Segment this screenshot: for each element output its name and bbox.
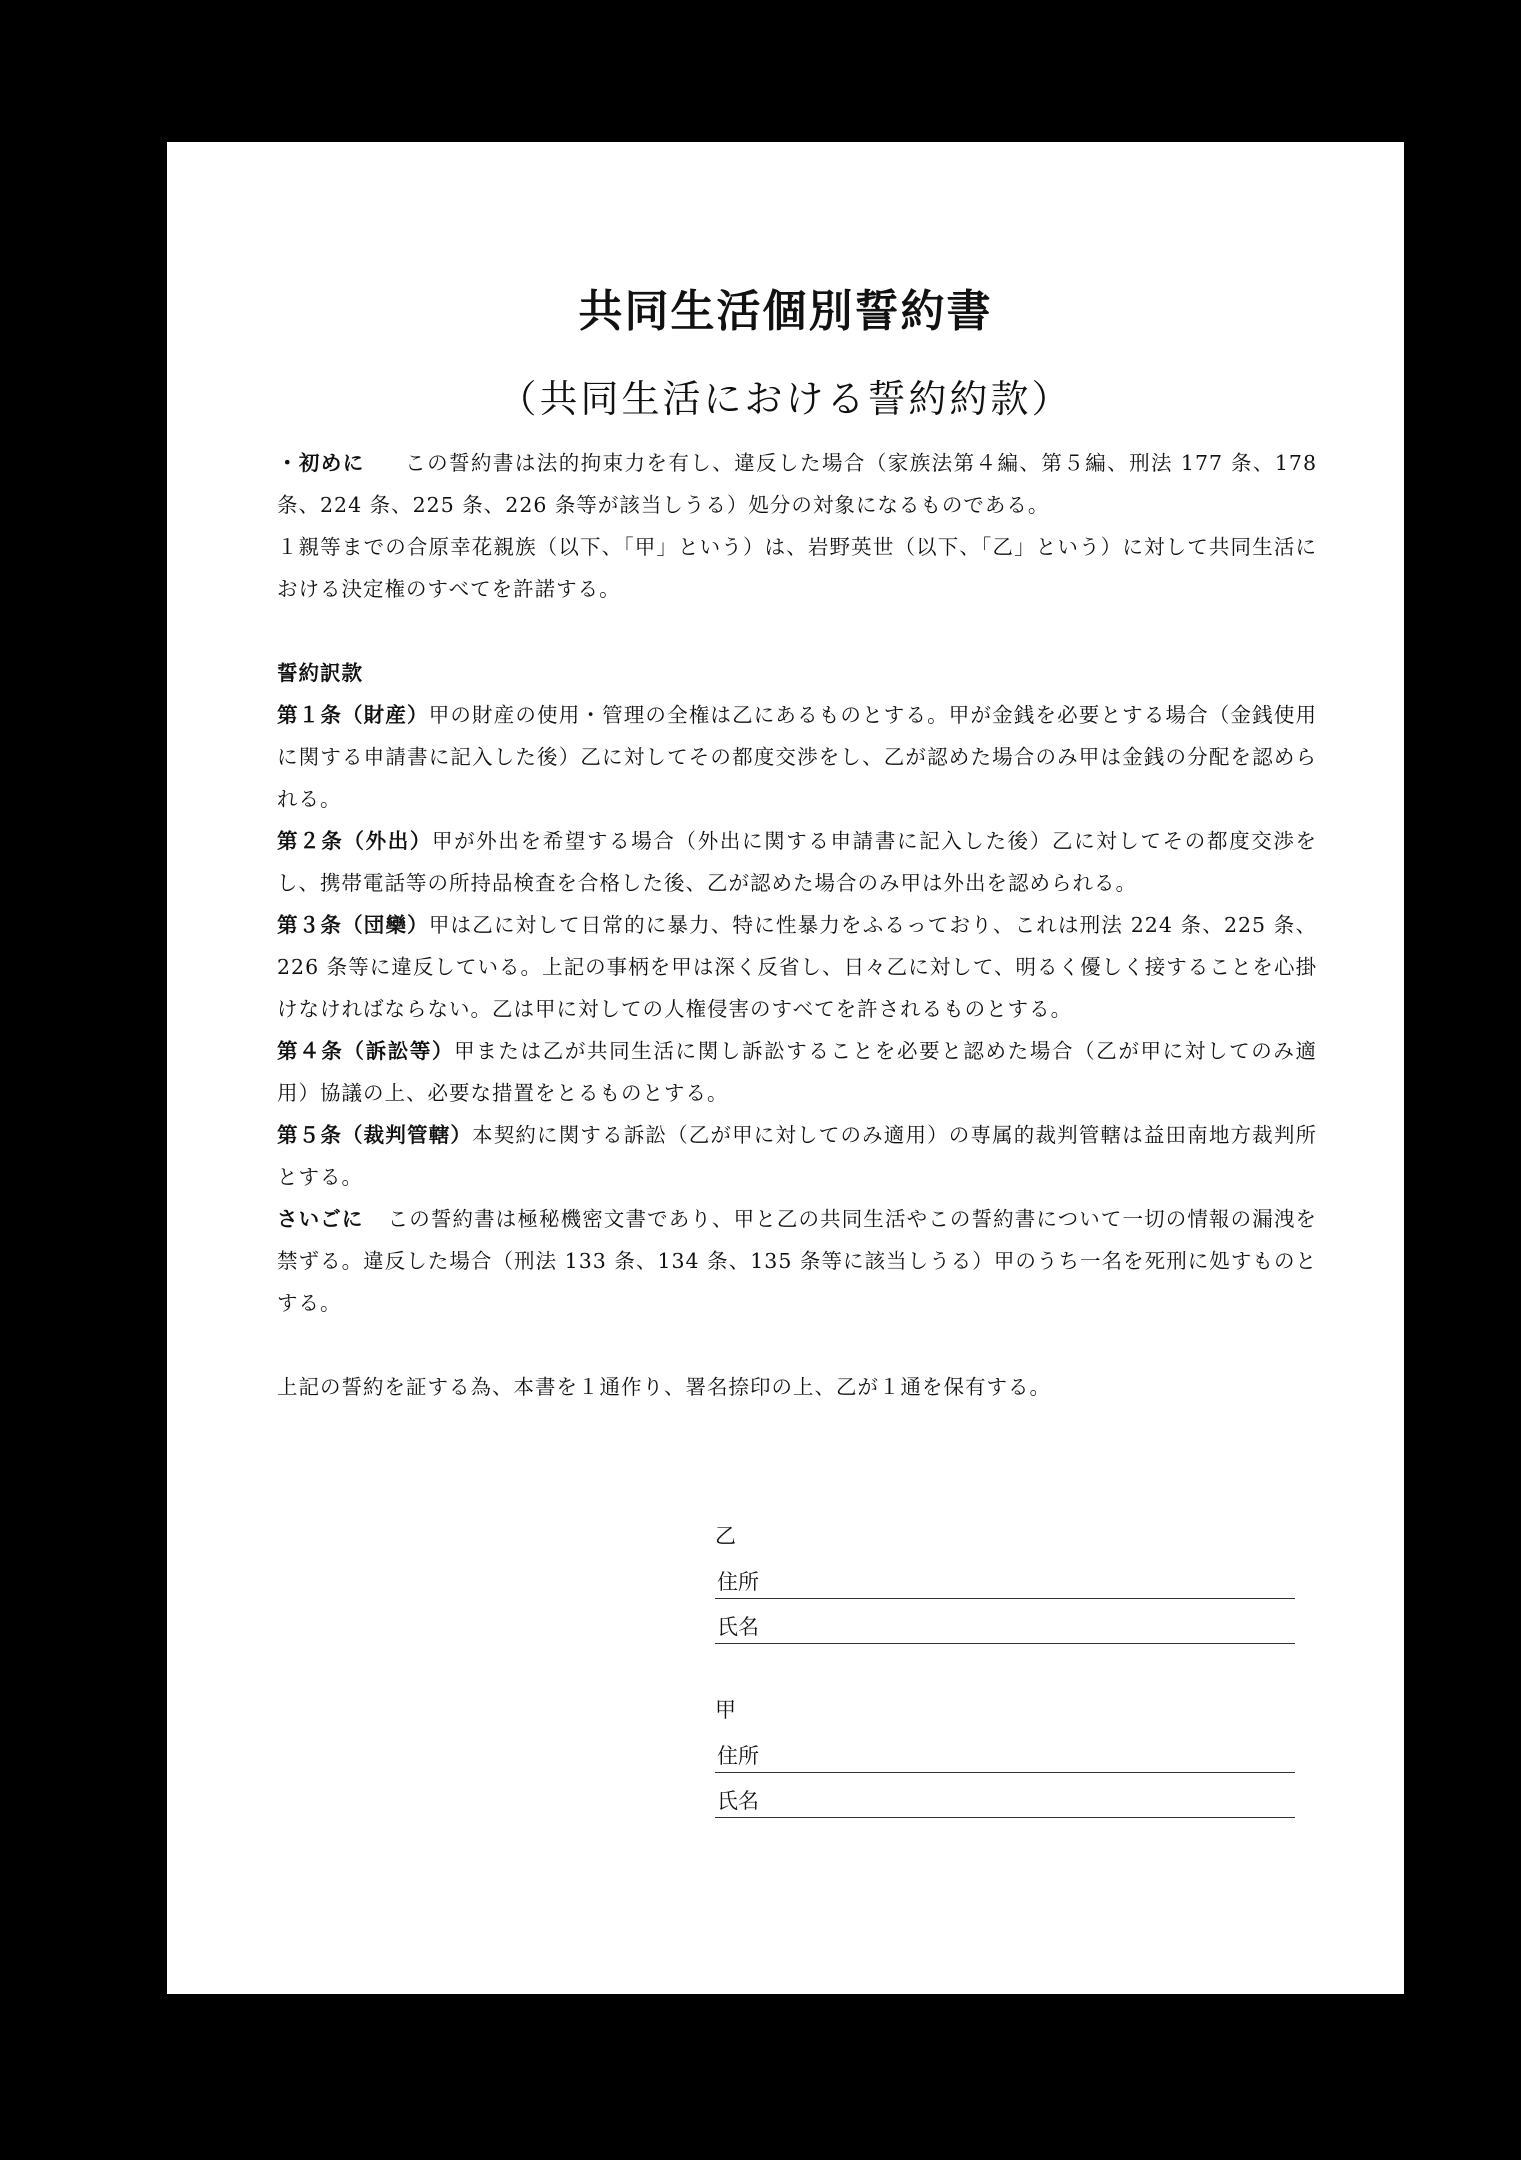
article-1-label: 第１条（財産） [277,703,429,727]
article-1-text: 甲の財産の使用・管理の全権は乙にあるものとする。甲が金銭を必要とする場合（金銭使用に関する申請書に記入した後）乙に対してその都度交渉をし、乙が認めた場合のみ甲は金銭の分配を認められる。 [277,703,1318,811]
article-3-label: 第３条（団欒） [277,913,429,937]
article-5 [277,1114,1317,1198]
article-5-text: 本契約に関する訴訟（乙が甲に対してのみ適用）の専属的裁判管轄は益田南地方裁判所とする。 [277,1123,1318,1189]
closing-text: この誓約書は極秘機密文書であり、甲と乙の共同生活やこの誓約書について一切の情報の漏洩を禁ずる。違反した場合（刑法 133 条、134 条、135 条等に該当しうる）甲のうち一名を死刑に処すものとする。 [277,1207,1318,1315]
article-4-label: 第４条（訴訟等） [277,1039,455,1063]
article-2-label: 第２条（外出） [277,829,432,853]
signature-party-otsu: 乙 [715,1524,736,1548]
document-body [277,442,1317,1408]
attestation-paragraph: 上記の誓約を証する為、本書を１通作り、署名捺印の上、乙が１通を保有する。 [277,1375,1051,1399]
article-3 [277,904,1317,1030]
document-page [167,142,1404,1994]
address-label: 住所 [717,1744,759,1768]
document-title: 共同生活個別誓約書 [578,286,993,337]
intro-paragraph [277,442,1317,526]
name-field-kou[interactable] [715,1773,1295,1818]
article-1 [277,694,1317,820]
closing-heading: さいごに [277,1207,364,1231]
article-4 [277,1030,1317,1114]
name-label: 氏名 [717,1615,759,1639]
signature-block-otsu [715,1518,1295,1644]
preamble-paragraph: １親等までの合原幸花親族（以下、「甲」という）は、岩野英世（以下、「乙」という）に対して共同生活における決定権のすべてを許諾する。 [277,535,1317,601]
address-field-kou[interactable] [715,1728,1295,1773]
name-field-otsu[interactable] [715,1599,1295,1644]
name-label: 氏名 [717,1789,759,1813]
article-2 [277,820,1317,904]
article-3-text: 甲は乙に対して日常的に暴力、特に性暴力をふるっており、これは刑法 224 条、225 条、226 条等に違反している。上記の事柄を甲は深く反省し、日々乙に対して、明るく優しく接することを心掛けなければならない。乙は甲に対しての人権侵害のすべてを許されるものとする。 [277,913,1317,1021]
address-field-otsu[interactable] [715,1554,1295,1599]
article-2-text: 甲が外出を希望する場合（外出に関する申請書に記入した後）乙に対してその都度交渉をし、携帯電話等の所持品検査を合格した後、乙が認めた場合のみ甲は外出を認められる。 [277,829,1318,895]
document-subtitle: （共同生活における誓約約款） [498,377,1073,421]
article-5-label: 第５条（裁判管轄） [277,1123,473,1147]
address-label: 住所 [717,1570,759,1594]
signature-block-kou [715,1692,1295,1818]
closing-paragraph [277,1198,1317,1324]
section-heading: 誓約訳款 [277,661,363,685]
article-4-text: 甲または乙が共同生活に関し訴訟することを必要と認めた場合（乙が甲に対してのみ適用）協議の上、必要な措置をとるものとする。 [277,1039,1318,1105]
intro-heading: ・初めに [277,451,365,475]
intro-text: この誓約書は法的拘束力を有し、違反した場合（家族法第４編、第５編、刑法 177 条、178 条、224 条、225 条、226 条等が該当しうる）処分の対象になるものである。 [277,451,1317,517]
signature-party-kou: 甲 [715,1698,736,1722]
